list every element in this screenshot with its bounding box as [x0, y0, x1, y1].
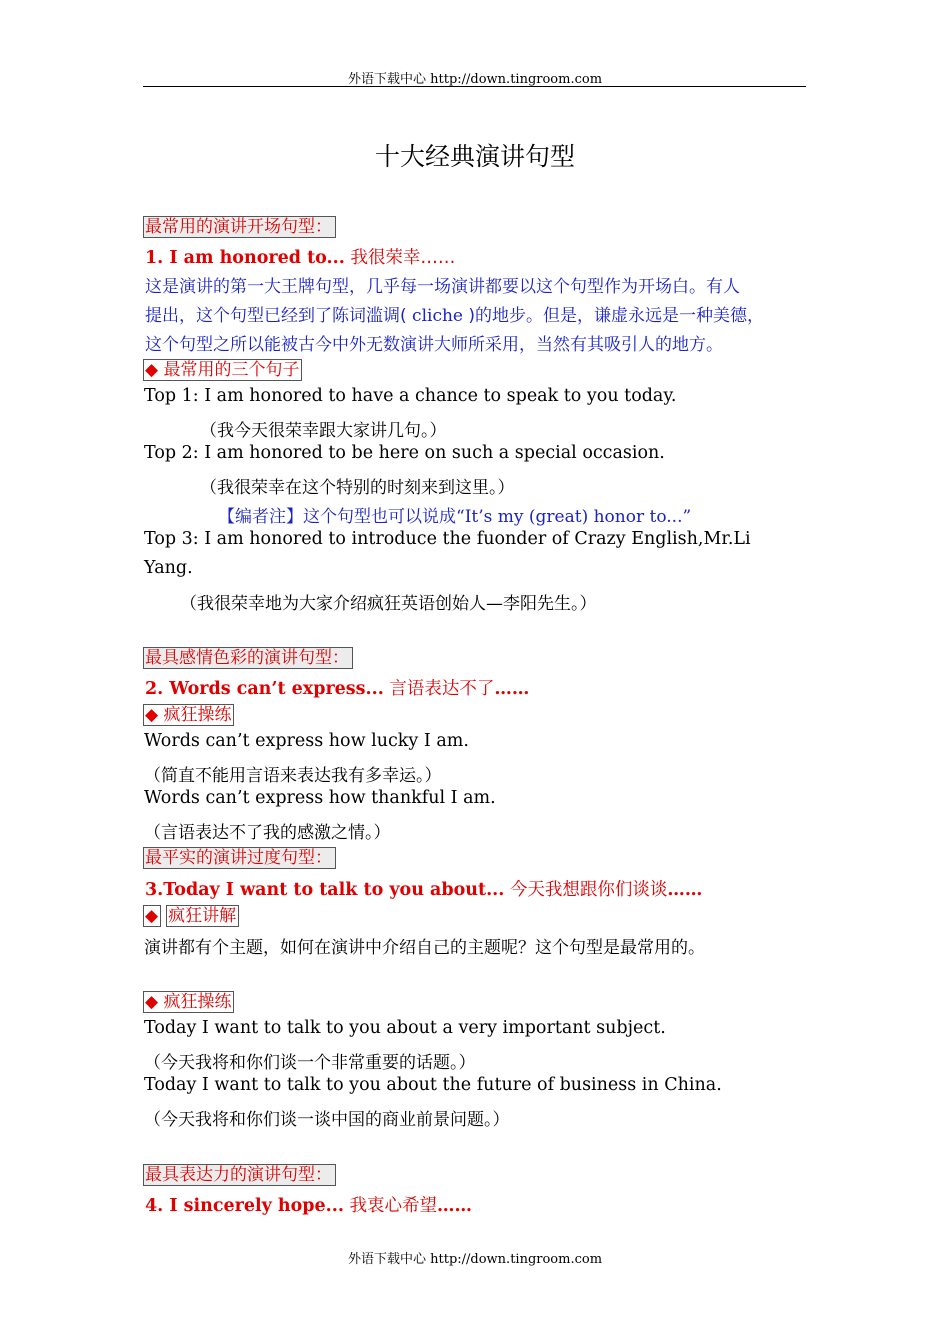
s3-line-1: Today I want to talk to you about a very important subject. [144, 1018, 666, 1038]
pattern-4-en: 4. I sincerely hope... [145, 1196, 344, 1216]
s2-line-2: Words can’t express how thankful I am. [144, 788, 496, 808]
section-3-pattern [145, 876, 702, 901]
pattern-3-en: 3.Today I want to talk to you about... [145, 880, 505, 900]
pattern-1-en: 1. I am honored to... [145, 248, 345, 268]
section-1-tag-box [143, 359, 302, 381]
editor-note-cn: 【编者注】这个句型也可以说成 [218, 507, 456, 527]
section-2-heading-box [143, 647, 353, 669]
section-3-tag-2: ◆ 疯狂操练 [143, 991, 234, 1013]
top-3-cont: Yang. [144, 558, 193, 578]
s3-line-1-cn: （今天我将和你们谈一个非常重要的话题。） [144, 1053, 476, 1073]
top-2: Top 2: I am honored to be here on such a special occasion. [144, 443, 665, 463]
section-1-pattern [145, 244, 455, 269]
s3-line-2: Today I want to talk to you about the future of business in China. [144, 1075, 722, 1095]
desc-2a: 提出，这个句型已经到了陈词滥调( [145, 306, 407, 326]
s2-line-2-cn: （言语表达不了我的感激之情。） [144, 823, 391, 843]
pattern-4-cn: 我衷心希望 [343, 1196, 438, 1216]
pattern-2-en: 2. Words can’t express... [145, 679, 384, 699]
section-1-desc-line-3: 这个句型之所以能被古今中外无数演讲大师所采用，当然有其吸引人的地方。 [145, 335, 723, 355]
header-label: 外语下载中心 [347, 72, 426, 87]
top-1: Top 1: I am honored to have a chance to speak to you today. [144, 386, 677, 406]
pattern-2-tail: …… [494, 679, 530, 699]
editor-note [218, 502, 691, 527]
page-title: 十大经典演讲句型 [374, 142, 575, 171]
pattern-3-tail: …… [667, 880, 703, 900]
section-1-desc-line-2 [145, 301, 764, 326]
s2-line-1-cn: （简直不能用言语来表达我有多幸运。） [144, 766, 442, 786]
pattern-2-cn: 言语表达不了 [383, 679, 495, 699]
editor-note-en: “It’s my (great) honor to...” [456, 507, 692, 527]
section-1-desc-line-1: 这是演讲的第一大王牌句型，几乎每一场演讲都要以这个句型作为开场白。有人 [145, 277, 740, 297]
s2-line-1: Words can’t express how lucky I am. [144, 731, 469, 751]
section-3-heading: 最平实的演讲过度句型： [143, 847, 336, 869]
s3-explain: 演讲都有个主题，如何在演讲中介绍自己的主题呢？这个句型是最常用的。 [144, 938, 705, 958]
section-2-tag: ◆ 疯狂操练 [143, 704, 234, 726]
section-2-pattern [145, 675, 529, 700]
section-1-heading: 最常用的演讲开场句型： [143, 216, 336, 238]
section-4-heading: 最具表达力的演讲句型： [143, 1164, 336, 1186]
footer-label: 外语下载中心 [347, 1252, 426, 1267]
page-footer [0, 1248, 950, 1267]
desc-2c: )的地步。但是，谦虚永远是一种美德， [468, 306, 765, 326]
footer-url: http://down.tingroom.com [430, 1252, 603, 1267]
section-3-tag-1: 疯狂讲解 [166, 905, 239, 927]
header-rule [143, 86, 806, 87]
desc-2b: cliche [406, 306, 469, 326]
page-header [0, 68, 950, 87]
pattern-1-cn: 我很荣幸…… [344, 248, 456, 268]
top-3-cn: （我很荣幸地为大家介绍疯狂英语创始人—李阳先生。） [180, 594, 597, 614]
pattern-4-tail: …… [437, 1196, 473, 1216]
section-4-heading-box [143, 1164, 336, 1186]
section-1-tag: ◆ 最常用的三个句子 [143, 359, 302, 381]
section-3-tag-2-box [143, 991, 234, 1013]
section-2-heading: 最具感情色彩的演讲句型： [143, 647, 353, 669]
s3-line-2-cn: （今天我将和你们谈一谈中国的商业前景问题。） [144, 1110, 510, 1130]
section-1-heading-box [143, 216, 336, 238]
top-2-cn: （我很荣幸在这个特别的时刻来到这里。） [200, 478, 515, 498]
top-1-cn: （我今天很荣幸跟大家讲几句。） [200, 421, 447, 441]
section-3-tag-1-mark: ◆ [143, 905, 161, 927]
pattern-3-cn: 今天我想跟你们谈谈 [504, 880, 668, 900]
header-url: http://down.tingroom.com [430, 72, 603, 87]
section-3-heading-box [143, 847, 336, 869]
section-4-pattern [145, 1192, 472, 1217]
section-3-tag-1-box [143, 905, 239, 927]
top-3: Top 3: I am honored to introduce the fuonder of Crazy English,Mr.Li [144, 529, 751, 549]
section-2-tag-box [143, 704, 234, 726]
